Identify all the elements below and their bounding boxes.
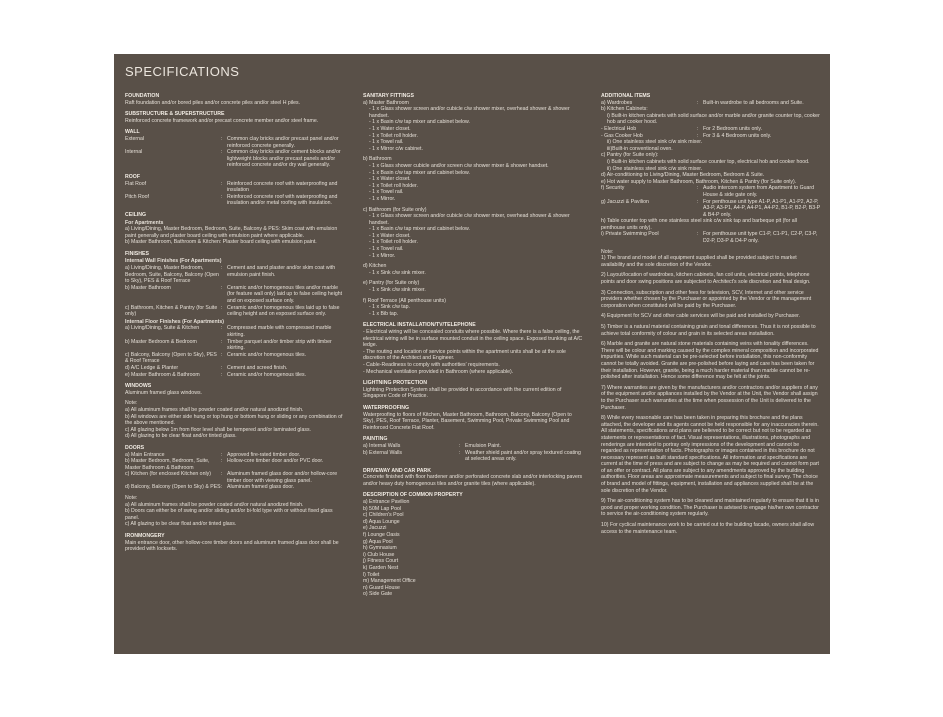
spec-row (125, 471, 347, 484)
spec-row-label: a) Wardrobes (601, 99, 633, 106)
spec-list-item: - 1 x Towel rail. (369, 139, 404, 146)
section-heading: FINISHES (125, 250, 149, 257)
spec-row (125, 365, 347, 372)
spec-row-separator: : (221, 193, 223, 200)
spec-row-separator: : (221, 351, 223, 358)
spec-text: e) Jacuzzi (363, 525, 387, 532)
spec-text: c) All glazing below 1m from floor level shall be tempered and/or laminated glass. (125, 426, 311, 433)
spec-text: b) Kitchen Cabinets: (601, 106, 648, 113)
spec-row-value: Common clay bricks and/or precast panel and/or reinforced concrete generally. (227, 135, 339, 149)
spec-row (601, 185, 821, 198)
subsection-heading: For Apartments (125, 219, 164, 226)
spec-text: b) All windows are either side hung or top hung or bottom hung or sliding or any combination of the above mentioned. (125, 413, 343, 427)
spec-row (601, 231, 821, 244)
spec-list-item: - 1 x Mirror. (369, 252, 396, 259)
spec-row-label: - Electrical Hob (601, 125, 637, 132)
spec-row-value: Weather shield paint and/or spray textured coating at selected areas only. (465, 449, 581, 463)
spec-row (601, 126, 821, 133)
spec-row (125, 149, 347, 169)
spec-row-label: a) Living/Dining, Suite & Kitchen (125, 325, 200, 332)
spec-row-separator: : (221, 149, 223, 156)
spec-row-value: Compressed marble with compressed marble skirting. (227, 325, 332, 338)
spec-row-label: d) Balcony, Balcony (Open to Sky) & PES (125, 484, 221, 491)
spec-text: 5) Timber is a natural material containing grain and tonal differences. Thus it is not possible to achieve total conformity of colour and grain in its selected areas installation. (601, 324, 816, 337)
spec-row-value: Audio intercom system from Apartment to Guard House & side gate only. (703, 185, 814, 198)
spec-row-separator: : (221, 265, 223, 272)
spec-text: Raft foundation and/or bored piles and/or concrete piles and/or steel H piles. (125, 99, 301, 106)
spec-row-separator: : (221, 325, 223, 332)
spec-list-item: - 1 x Glass shower screen and/or cubicle c/w shower mixer, overhead shower & shower handset. (369, 213, 570, 226)
spec-list-item: - 1 x Basin c/w tap mixer and cabinet below. (369, 226, 470, 233)
spec-row-value: Ceramic and/or homogenous tiles. (227, 351, 307, 358)
spec-text: b) Master Bathroom, Bathroom & Kitchen: Plaster board ceiling with emulsion paint. (125, 239, 317, 246)
spec-text: Note: (125, 495, 138, 502)
spec-text: m) Management Office (363, 578, 416, 585)
spec-text: a) Living/Dining, Master Bedroom, Bedroom, Suite, Balcony & PES: Skim coat with emulsion paint generally and plaster board ceiling with emulsion paint where applicable. (125, 226, 338, 239)
spec-list-item: - 1 x Glass shower screen and/or cubicle c/w shower mixer, overhead shower & shower handset. (369, 106, 570, 119)
spec-row-separator: : (221, 135, 223, 142)
section-heading: DRIVEWAY AND CAR PARK (363, 467, 432, 474)
spec-row-label: c) Balcony, Balcony (Open to Sky), PES & Roof Terrace (125, 351, 217, 365)
spec-text: i) Club House (363, 551, 395, 558)
spec-text: Aluminum framed glass windows. (125, 389, 202, 396)
spec-text: 10) For cyclical maintenance work to be carried out to the building facade, owners shall allow access to the maintenance team. (601, 522, 815, 535)
spec-row-label: - Gas Cooker Hob (601, 132, 643, 139)
spec-text: b) 50M Lap Pool (363, 505, 402, 512)
spec-list-item: - 1 x Water closet. (369, 176, 411, 183)
spec-list-item: - 1 x Glass shower cubicle and/or screen c/w shower mixer & shower handset. (369, 162, 549, 169)
spec-list-item: - 1 x Toilet roll holder. (369, 182, 418, 189)
spec-row-separator: : (697, 125, 699, 132)
spec-text: Waterproofing to floors of Kitchen, Master Bathroom, Bathroom, Balcony, Balcony (Open to Sky), PES, Roof Terrace, Planter, Basement, Swimming Pool, Private Swimming Pool and Reinforced Concrete Flat Roof. (363, 411, 572, 431)
spec-row-label: b) External Walls (363, 449, 403, 456)
spec-row-value: Cement and screed finish. (227, 364, 288, 371)
spec-list-item: iii)Built-in conventional oven. (607, 145, 673, 152)
spec-row-label: d) A/C Ledge & Planter (125, 364, 179, 371)
section-heading: LIGHTNING PROTECTION (363, 380, 427, 387)
section-heading: DESCRIPTION OF COMMON PROPERTY (363, 492, 463, 499)
spec-row-label: i) Private Swimming Pool (601, 231, 659, 238)
spec-row (125, 136, 347, 149)
spec-row-value: Emulsion Paint. (465, 442, 502, 449)
spec-text: 9) The air-conditioning system has to be cleaned and maintained regularly to ensure that it is in good and proper working condition. The Purchaser is advised to engage his/her own contractor to service the air-conditioning system regularly. (601, 498, 819, 518)
spec-row (125, 372, 347, 379)
spec-text: n) Guard House (363, 584, 400, 591)
spec-row (125, 325, 347, 338)
spec-text: 4) Equipment for SCV and other cable services will be paid and installed by Purchaser. (601, 313, 800, 320)
spec-row-separator: : (221, 180, 223, 187)
section-heading: SUBSTRUCTURE & SUPERSTRUCTURE (125, 111, 225, 118)
spec-row-value: Ceramic and/or homogenous tiles and/or marble (for feature wall only) laid up to false ceiling height and on exposed surface only. (227, 284, 343, 305)
spec-row-value: Aluminum framed glass door and/or hollow-core timber door with viewing glass panel. (227, 471, 338, 484)
spec-text: d) Air-conditioning to Living/Dining, Master Bedroom, Bedroom & Suite. (601, 172, 765, 179)
spec-row-value: Aluminum framed glass door. (227, 484, 295, 491)
subsection-heading: Internal Floor Finishes (For Apartments) (125, 318, 224, 325)
spec-text: j) Fitness Court (363, 558, 399, 565)
spec-text: f) Lounge Oasis (363, 532, 400, 539)
spec-text: 1) The brand and model of all equipment supplied shall be provided subject to market availability and the sole discretion of the Vendor. (601, 255, 797, 268)
spec-row-separator: : (697, 132, 699, 139)
spec-row-label: a) Living/Dining, Master Bedroom, Bedroom, Suite, Balcony, Balcony (Open to Sky), PES & Roof Terrace (125, 265, 219, 285)
spec-row-label: b) Master Bedroom, Bedroom, Suite, Master Bathroom & Bathroom (125, 458, 210, 471)
section-heading: WINDOWS (125, 383, 152, 390)
spec-row-separator: : (221, 371, 223, 378)
spec-text: c) Bathroom (for Suite only) (363, 206, 427, 213)
spec-row-separator: : (459, 449, 461, 456)
spec-row (125, 484, 347, 491)
spec-text: l) Toilet (363, 571, 380, 578)
spec-row-separator: : (221, 451, 223, 458)
spec-text: f) Roof Terrace (All penthouse units) (363, 297, 446, 304)
spec-row-value: For 3 & 4 Bedroom units only. (703, 132, 772, 139)
spec-row-separator: : (697, 99, 699, 106)
spec-row (601, 133, 821, 140)
spec-row-label: c) Kitchen (for enclosed Kitchen only) (125, 471, 211, 478)
spec-text: b) Bathroom (363, 156, 392, 163)
spec-text: e) Pantry (for Suite only) (363, 280, 420, 287)
spec-row-value: Timber parquet and/or timber strip with timber skirting. (227, 338, 332, 352)
spec-text: h) Table counter top with one stainless steel sink c/w sink tap and barbeque pit (for all penthouse units only). (601, 218, 797, 231)
section-heading: ROOF (125, 173, 140, 180)
spec-text: - The routing and location of service points within the apartment units shall be at the sole discretion of the Architect and Engineer. (363, 348, 566, 362)
spec-list-item: - 1 x Towel rail. (369, 246, 404, 253)
specifications-panel (114, 54, 830, 654)
spec-list-item: - 1 x Sink c/w tap. (369, 304, 410, 311)
spec-row-value: Built-in wardrobe to all bedrooms and Suite. (703, 99, 804, 106)
spec-text: Lightning Protection System shall be provided in accordance with the current edition of Singapore Code of Practice. (363, 386, 562, 400)
spec-text: Concrete finished with floor hardener and/or perforated concrete slab and/or interlocking pavers and/or heavy duty homogenous tiles and/or granite tiles (where applicable). (363, 474, 583, 487)
spec-text: c) All glazing to be clear float and/or tinted glass. (125, 521, 237, 528)
spec-text: a) All aluminum frames shall be powder coated and/or natural anodized finish. (125, 406, 304, 413)
spec-row-value: Reinforced concrete roof with waterproofing and insulation (227, 180, 338, 194)
column-right (601, 88, 821, 535)
section-heading: SANITARY FITTINGS (363, 93, 414, 99)
spec-row-value: Reinforced concrete roof with waterproofing and insulation and/or metal roofing with insulation. (227, 193, 338, 207)
spec-row-value: Hollow-core timber door and/or PVC door. (227, 458, 324, 465)
spec-list-item: - 1 x Toilet roll holder. (369, 132, 418, 139)
spec-row (125, 265, 347, 285)
spec-text: k) Garden Nest (363, 565, 399, 571)
spec-row (125, 458, 347, 471)
section-heading: DOORS (125, 444, 145, 451)
spec-row-label: External (125, 135, 145, 142)
spec-list-item: - 1 x Towel rail. (369, 189, 404, 196)
spec-text: h) Gymnasium (363, 545, 397, 552)
spec-row-value: For penthouse unit type A1-P, A1-P1, A1-P2, A2-P, A3-P, A3-P1, A4-P, A4-P1, A4-P2, B1-P, B2-P, B3-P & B4-P only. (703, 198, 821, 218)
spec-row-value: Approved fire-rated timber door. (227, 451, 301, 458)
page-title: SPECIFICATIONS (125, 64, 240, 79)
spec-list-item: - 1 x Mirror c/w cabinet. (369, 145, 423, 152)
spec-list-item: - 1 x Water closet. (369, 232, 411, 239)
spec-row (125, 352, 347, 365)
spec-row-label: b) Master Bedroom & Bedroom (125, 338, 197, 345)
spec-row-value: For 2 Bedroom units only. (703, 125, 763, 132)
section-heading: CEILING (125, 211, 147, 218)
section-heading: WATERPROOFING (363, 404, 410, 411)
spec-text: Note: (601, 248, 614, 255)
spec-row (125, 181, 347, 194)
spec-text: d) Kitchen (363, 263, 387, 270)
spec-row (601, 199, 821, 219)
spec-text: a) Master Bathroom (363, 99, 409, 106)
column-left (125, 88, 347, 553)
spec-row-value: Ceramic and/or homogenous tiles laid up to false ceiling height and on exposed surface only. (227, 304, 340, 318)
spec-list-item: - 1 x Toilet roll holder. (369, 239, 418, 246)
spec-text: c) Children's Pool (363, 512, 404, 519)
spec-text: Main entrance door, other hollow-core timber doors and aluminum framed glass door shall be provided with locksets. (125, 539, 339, 553)
spec-list-item: i) Built-in kitchen cabinets with solid surface and/or marble and/or granite counter top, cooker hob and cooker hood. (607, 112, 820, 126)
spec-text: a) All aluminum frames shall be powder coated and/or natural anodized finish. (125, 501, 304, 508)
spec-text: e) Hot water supply to Master Bathroom, Bathroom, Kitchen & Pantry (for Suite only). (601, 178, 797, 185)
spec-text: 8) While every reasonable care has been taken in preparing this brochure and the plans attached, the developer and its agents cannot be held responsible for any inaccuracies therein. All statements, specifications and plans are believed to be correct but not to be regarded as statements or representations of fact. Visual representations, illustrations, photographs and renderings are intended to portray only impressions of the development and cannot be regarded as representation of facts. Photographs or images contained in this brochure do not necessary represent as built standard specifications. All information and specifications are current at the time of press and are subject to change as may be required and cannot form part of an offer or contract. All plans are subject to any amendments approved by the building authorities. Floor areas are approximate measurements and subject to final survey. The choice of brand and model of fittings, equipment, installation and appliances supplied shall be at the sole discretion of the Vendor. (601, 415, 819, 494)
spec-text: o) Side Gate (363, 591, 393, 598)
spec-row-value: For penthouse unit type C1-P, C1-P1, C2-P, C3-P, D2-P, D3-P & D4-P only. (703, 231, 818, 245)
spec-row-value: Cement and sand plaster and/or skim coat with emulsion paint finish. (227, 265, 336, 278)
spec-row-separator: : (697, 231, 699, 238)
spec-row (363, 443, 583, 450)
spec-row-separator: : (221, 471, 223, 478)
spec-row-separator: : (221, 338, 223, 345)
spec-text: 7) Where warranties are given by the manufacturers and/or contractors and/or suppliers of any of the equipment and/or appliances installed by the Vendor at the Unit, the Vendor shall assign to the Purchaser such warranties at the time when possession of the Unit is delivered to the Purchaser. (601, 384, 818, 411)
spec-row-value: Common clay bricks and/or cement blocks and/or lightweight blocks and/or precast panels and/or reinforced concrete and/or dry wall generally. (227, 149, 341, 169)
spec-row-label: Flat Roof (125, 180, 147, 187)
spec-row-label: Pitch Roof (125, 193, 149, 200)
section-heading: FOUNDATION (125, 93, 160, 99)
spec-text: a) Entrance Pavilion (363, 499, 410, 506)
spec-list-item: - 1 x Basin c/w tap mixer and cabinet below. (369, 169, 470, 176)
spec-row-label: a) Internal Walls (363, 442, 401, 449)
spec-row-separator: : (221, 458, 223, 465)
spec-row (125, 194, 347, 207)
spec-row (125, 285, 347, 305)
section-heading: ELECTRICAL INSTALLATION/TV/TELEPHONE (363, 322, 476, 329)
spec-text: 6) Marble and granite are natural stone materials containing veins with tonality differences. There will be colour and marking caused by the complex mineral composition and incorporated impurities. While such material can be pre-selected before installation, this non-conformity cannot be totally avoided. Granite are pre-polished before laying and care has been taken for their installation. However, granite, being a much harder material than marble cannot be re-polished after installation. Hence some difference may be felt at the joints. (601, 341, 819, 381)
spec-row-value: Ceramic and/or homogenous tiles. (227, 371, 307, 378)
spec-row-separator: : (221, 484, 223, 491)
spec-list-item: ii) One stainless steel sink c/w sink mixer. (607, 139, 703, 146)
spec-row-separator: : (221, 284, 223, 291)
spec-row (125, 339, 347, 352)
spec-text: - Electrical wiring will be concealed conduits where possible. Where there is a false ceiling, the electrical wiring will be in surface mounted conduit in the ceiling space. Exposed trunking at A/C ledge. (363, 329, 583, 349)
spec-row-label: a) Main Entrance (125, 451, 165, 458)
spec-list-item: - 1 x Mirror. (369, 195, 396, 202)
spec-row-label: Internal (125, 149, 143, 156)
spec-list-item: - 1 x Basin c/w tap mixer and cabinet below. (369, 119, 470, 126)
spec-text: Reinforced concrete framework and/or precast concrete member and/or steel frame. (125, 117, 319, 124)
spec-row (125, 305, 347, 318)
spec-list-item: ii) One stainless steel sink c/w sink mixer. (607, 165, 703, 172)
spec-text: c) Pantry (for Suite only): (601, 152, 659, 159)
spec-row-label: f) Security (601, 185, 625, 192)
spec-list-item: - 1 x Sink c/w sink mixer. (369, 269, 426, 276)
section-heading: PAINTING (363, 436, 388, 443)
section-heading: ADDITIONAL ITEMS (601, 93, 651, 99)
section-heading: WALL (125, 129, 140, 136)
spec-row-label: e) Master Bathroom & Bathroom (125, 371, 200, 378)
spec-list-item: - 1 x Bib tap. (369, 310, 399, 317)
section-heading: IRONMONGERY (125, 533, 165, 540)
spec-text: d) All glazing to be clear float and/or tinted glass. (125, 433, 237, 440)
spec-text: g) Aqua Pool (363, 538, 393, 545)
spec-row (125, 452, 347, 459)
spec-row-label: c) Bathroom, Kitchen & Pantry (for Suite only) (125, 304, 218, 318)
spec-row-separator: : (221, 304, 223, 311)
spec-list-item: - 1 x Sink c/w sink mixer. (369, 287, 426, 294)
spec-row-separator: : (697, 198, 699, 205)
column-middle (363, 88, 583, 598)
spec-row-separator: : (459, 442, 461, 449)
spec-text: 2) Layout/location of wardrobes, kitchen cabinets, fan coil units, electrical points, telephone points and door swing positions are subjected to Architect's sole discretion and final design. (601, 272, 811, 286)
spec-row (363, 450, 583, 463)
spec-text: b) Doors can either be of swing and/or sliding and/or bi-fold type with or without fixed glass panel. (125, 508, 333, 521)
spec-row (601, 100, 821, 107)
spec-text: d) Aqua Lounge (363, 518, 400, 525)
spec-text: 3) Connection, subscription and other fees for television, SCV, Internet and other service providers whether chosen by the Purchaser or appointed by the Vendor or the management corporation when constituted will be paid by the Purchaser. (601, 289, 812, 309)
spec-text: Note: (125, 400, 138, 407)
spec-list-item: - 1 x Water closet. (369, 125, 411, 132)
spec-row-separator: : (697, 185, 699, 192)
spec-list-item: i) Built-in kitchen cabinets with solid surface counter top, electrical hob and cooker hood. (607, 158, 810, 165)
spec-text: - Cable-Readiness to comply with authorities' requirements. (363, 361, 500, 368)
spec-row-label: g) Jacuzzi & Pavilion (601, 198, 649, 205)
spec-row-separator: : (221, 364, 223, 371)
subsection-heading: Internal Wall Finishes (For Apartments) (125, 258, 222, 265)
spec-text: - Mechanical ventilation provided in Bathroom (where applicable). (363, 368, 514, 375)
spec-row-label: b) Master Bathroom (125, 284, 171, 291)
